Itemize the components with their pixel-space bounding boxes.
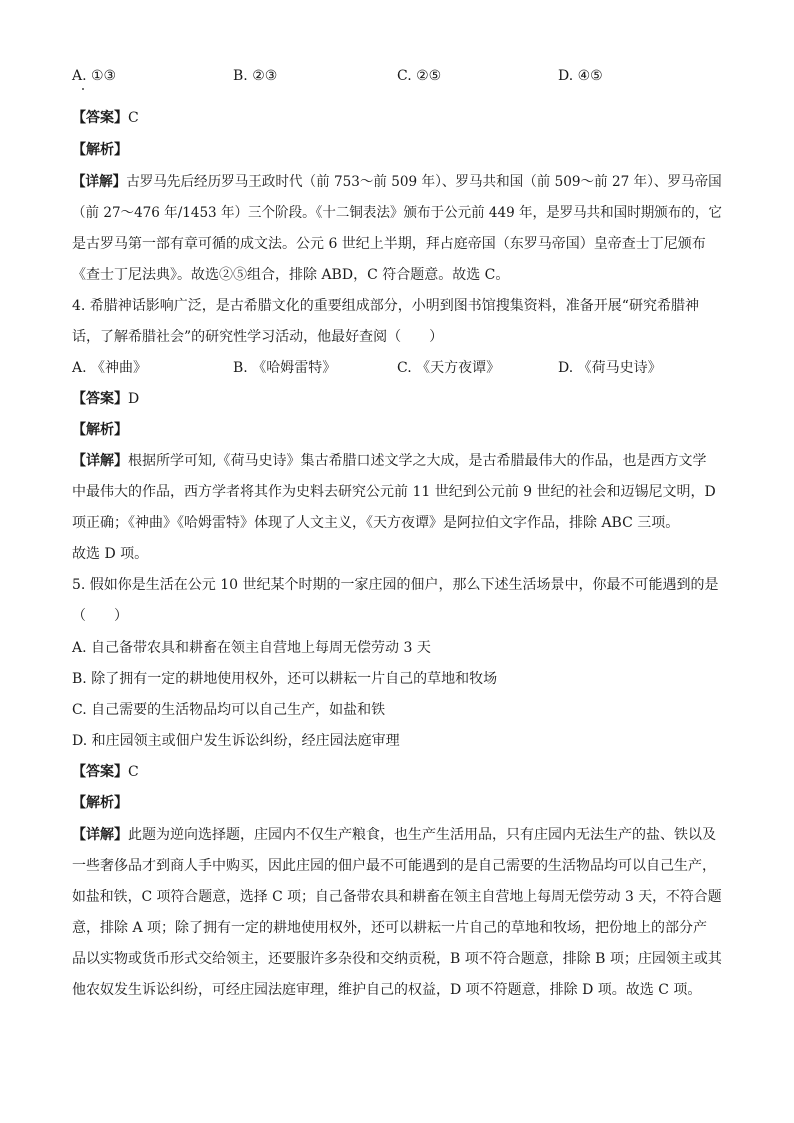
q3-analysis-heading: 【解析】 [72, 142, 128, 158]
q3-detail-line: 是古罗马第一部有章可循的成文法。公元 6 世纪上半期，拜占庭帝国（东罗马帝国）皇帝查士丁尼颁布 [72, 236, 706, 252]
q4-option-b: B. 《哈姆雷特》 [233, 360, 337, 376]
q5-analysis-heading: 【解析】 [72, 795, 128, 811]
q4-option-d: D. 《荷马史诗》 [558, 360, 662, 376]
q3-option-b: B. ②③ [233, 68, 278, 84]
q4-analysis-heading: 【解析】 [72, 422, 128, 438]
q3-option-d: D. ④⑤ [558, 68, 603, 84]
q4-detail-line: 故选 D 项。 [72, 546, 149, 562]
q4-detail-line: 中最伟大的作品，西方学者将其作为史料去研究公元前 11 世纪到公元前 9 世纪的社会和迈锡尼文明，D [72, 484, 716, 500]
stray-dot [82, 88, 84, 90]
q5-stem-line: 5. 假如你是生活在公元 10 世纪某个时期的一家庄园的佃户，那么下述生活场景中，你最不可能遇到的是 [72, 577, 719, 593]
q4-stem-line: 4. 希腊神话影响广泛，是古希腊文化的重要组成部分，小明到图书馆搜集资料，准备开展“研究希腊神 [72, 298, 699, 314]
q4-detail-line: 项正确；《神曲》《哈姆雷特》体现了人文主义，《天方夜谭》是阿拉伯文字作品，排除 ABC 三项。 [72, 515, 680, 531]
q3-detail-line: （前 27～476 年/1453 年）三个阶段。《十二铜表法》颁布于公元前 449 年，是罗马共和国时期颁布的，它 [72, 205, 722, 221]
q5-option-a: A. 自己备带农具和耕畜在领主自营地上每周无偿劳动 3 天 [72, 640, 431, 656]
q5-stem-line: （ ） [72, 608, 128, 624]
q4-answer [72, 389, 139, 409]
q3-option-a: A. ①③ [72, 68, 117, 84]
q4-stem-line: 话，了解希腊社会”的研究性学习活动，他最好查阅（ ） [72, 329, 444, 345]
q5-detail-line [72, 825, 716, 845]
q5-detail-line: 他农奴发生诉讼纠纷，可经庄园法庭审理，维护自己的权益，D 项不符题意，排除 D 项。故选 C 项。 [72, 982, 702, 998]
answer-tag: 【答案】 [72, 391, 128, 407]
q5-option-d: D. 和庄园领主或佃户发生诉讼纠纷，经庄园法庭审理 [72, 733, 400, 749]
q5-detail-line: 一些奢侈品才到商人手中购买，因此庄园的佃户最不可能遇到的是自己需要的生活物品均可以自己生产， [72, 858, 716, 874]
q3-option-c: C. ②⑤ [397, 68, 442, 84]
q5-detail-line: 意，排除 A 项；除了拥有一定的耕地使用权外，还可以耕耘一片自己的草地和牧场，把份地上的部分产 [72, 920, 708, 936]
q5-option-b: B. 除了拥有一定的耕地使用权外，还可以耕耘一片自己的草地和牧场 [72, 671, 498, 687]
answer-tag: 【答案】 [72, 110, 128, 126]
detail-text: 此题为逆向选择题，庄园内不仅生产粮食，也生产生活用品，只有庄园内无法生产的盐、铁以及 [128, 827, 716, 843]
q4-detail-line [72, 451, 706, 471]
q3-answer [72, 108, 139, 128]
detail-text: 根据所学可知,《荷马史诗》集古希腊口述文学之大成，是古希腊最伟大的作品，也是西方文学 [128, 453, 707, 469]
q4-option-a: A. 《神曲》 [72, 360, 148, 376]
q5-detail-line: 如盐和铁，C 项符合题意，选择 C 项；自己备带农具和耕畜在领主自营地上每周无偿劳动 3 天，不符合题 [72, 889, 722, 905]
answer-value: C [128, 764, 139, 780]
q3-detail-line: 《查士丁尼法典》。故选②⑤组合，排除 ABD，C 符合题意。故选 C。 [72, 267, 510, 283]
detail-tag: 【详解】 [72, 174, 127, 190]
q3-detail-line [72, 172, 722, 192]
answer-tag: 【答案】 [72, 764, 128, 780]
detail-tag: 【详解】 [72, 453, 128, 469]
answer-value: C [128, 110, 139, 126]
answer-value: D [128, 391, 140, 407]
q5-option-c: C. 自己需要的生活物品均可以自己生产，如盐和铁 [72, 702, 386, 718]
detail-text: 古罗马先后经历罗马王政时代（前 753～前 509 年）、罗马共和国（前 509～前 27 年）、罗马帝国 [126, 174, 722, 190]
q5-detail-line: 品以实物或货币形式交给领主，还要服许多杂役和交纳贡税，B 项不符合题意，排除 B 项；庄园领主或其 [72, 951, 722, 967]
detail-tag: 【详解】 [72, 827, 128, 843]
q5-answer [72, 762, 139, 782]
q4-option-c: C. 《天方夜谭》 [397, 360, 501, 376]
